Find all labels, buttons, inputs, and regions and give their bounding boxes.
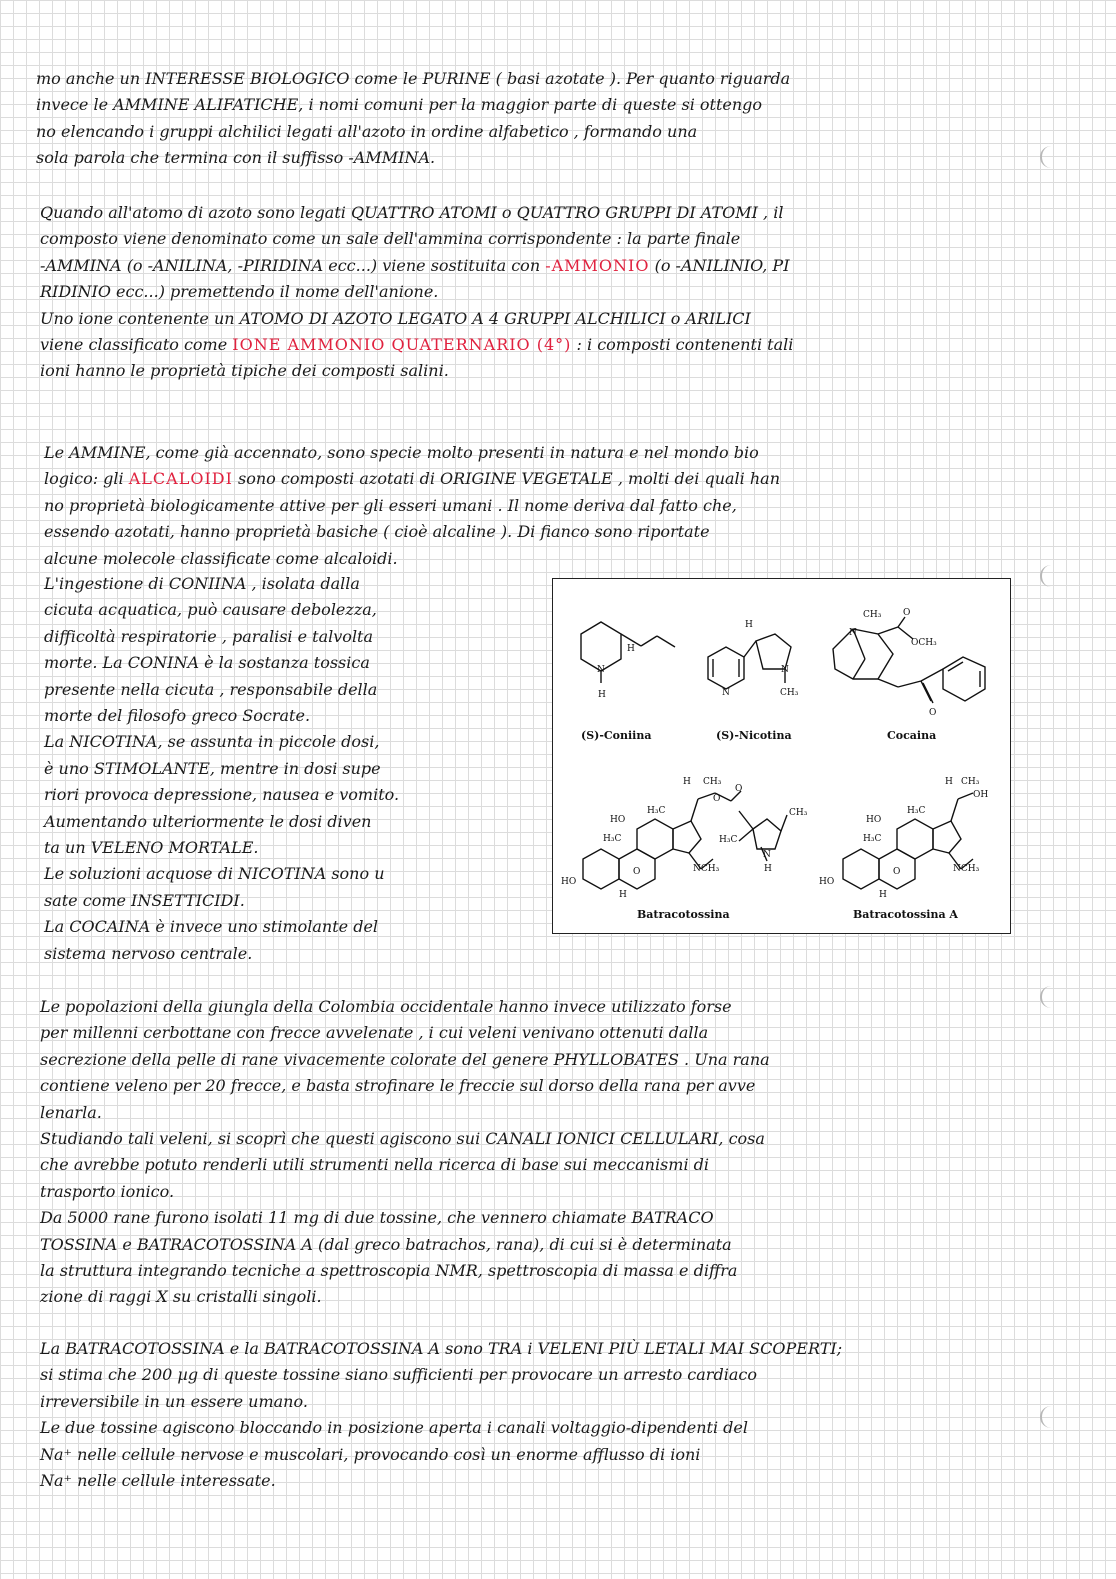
text-segment: L'ingestione di CONIINA , isolata dalla: [44, 574, 360, 593]
text-segment: secrezione della pelle di rane vivacemente colorate del genere PHYLLOBATES . Una rana: [40, 1049, 770, 1069]
text-segment: è uno STIMOLANTE, mentre in dosi supe: [44, 758, 381, 778]
text-line: [40, 1415, 842, 1441]
text-line: [44, 677, 399, 703]
text-segment: cicuta acquatica, può causare debolezza,: [44, 600, 377, 620]
coniine-stereo-h-label: H: [627, 644, 635, 654]
btxa-ho-label: HO: [819, 877, 835, 887]
text-line: [40, 1205, 770, 1231]
paragraph-amine-naming: [36, 66, 790, 172]
highlighted-term: -AMMONIO: [545, 255, 650, 275]
text-segment: -AMMINA (o -ANILINA, -PIRIDINA ecc...) viene sostituita con: [40, 255, 546, 275]
text-line: [44, 571, 399, 597]
text-segment: essendo azotati, hanno proprietà basiche ( cioè alcaline ). Di fianco sono riportate: [44, 522, 710, 542]
text-segment: sistema nervoso centrale.: [44, 943, 253, 963]
text-line: [40, 1232, 770, 1258]
caption-batracotossina: Batracotossina: [637, 908, 730, 921]
text-segment: morte del filosofo greco Socrate.: [44, 706, 311, 726]
paragraph-ammonium-salts: [40, 200, 793, 385]
text-segment: sola parola che termina con il suffisso -AMMINA.: [36, 148, 436, 168]
highlighted-term: ALCALOIDI: [128, 469, 233, 489]
cocaine-n-label: N: [849, 628, 857, 638]
text-segment: presente nella cicuta , responsabile della: [44, 679, 378, 699]
btxa-h-label: H: [879, 890, 887, 900]
text-line: [44, 809, 399, 835]
paragraph-batrachotoxin-lethality: [40, 1336, 842, 1494]
text-segment: Aumentando ulteriormente le dosi diven: [44, 811, 372, 831]
text-segment: trasporto ionico.: [40, 1181, 175, 1201]
binder-hole: [1040, 1406, 1058, 1428]
text-segment: contiene veleno per 20 frecce, e basta strofinare le freccie sul dorso della rana per avve: [40, 1076, 756, 1096]
text-segment: Studiando tali veleni, si scoprì che questi agiscono sui CANALI IONICI CELLULARI, cosa: [40, 1129, 765, 1149]
nicotine-structure: [708, 620, 799, 698]
btx-pyrrole-h-label: H: [764, 864, 772, 874]
paragraph-colombia-poisons: [40, 994, 770, 1311]
text-segment: La COCAINA è invece uno stimolante del: [44, 917, 379, 937]
text-segment: viene classificato come: [40, 335, 233, 355]
btx-h3c-pyrrole-label: H₃C: [719, 835, 738, 845]
batrachotoxin-structure: [561, 777, 808, 900]
text-line: [36, 119, 790, 145]
text-line: [44, 624, 399, 650]
text-line: [40, 358, 793, 384]
text-segment: Quando all'atomo di azoto sono legati QUATTRO ATOMI o QUATTRO GRUPPI DI ATOMI , il: [40, 203, 784, 222]
text-segment: Na⁺ nelle cellule interessate.: [40, 1471, 276, 1491]
text-segment: La BATRACOTOSSINA e la BATRACOTOSSINA A sono TRA i VELENI PIÙ LETALI MAI SCOPERTI;: [40, 1339, 843, 1358]
text-line: [40, 1336, 842, 1362]
text-line: [40, 1389, 842, 1415]
text-line: [40, 1362, 842, 1388]
coniine-n-label: N: [597, 665, 605, 675]
btxa-oh-label: OH: [973, 790, 989, 800]
cocaine-och3-label: OCH₃: [911, 638, 937, 648]
text-line: [44, 519, 780, 545]
text-line: [40, 1126, 770, 1152]
text-segment: alcune molecole classificate come alcaloidi.: [44, 548, 398, 568]
btx-h-upper-label: H: [683, 777, 691, 787]
btxa-o-label: O: [893, 867, 901, 877]
caption-nicotina: (S)-Nicotina: [716, 729, 792, 742]
text-line: [44, 756, 399, 782]
text-line: [40, 226, 793, 252]
btx-h3c-upper-label: H₃C: [647, 806, 666, 816]
text-line: [40, 1073, 770, 1099]
btx-pyrrole-ch3-label: CH₃: [789, 808, 808, 818]
text-line: [44, 650, 399, 676]
text-line: [44, 782, 399, 808]
btxa-ho-upper-label: HO: [866, 815, 882, 825]
text-segment: mo anche un INTERESSE BIOLOGICO come le PURINE ( basi azotate ). Per quanto riguarda: [36, 69, 791, 88]
text-segment: sate come INSETTICIDI.: [44, 890, 245, 910]
cocaine-carbonyl-o-label: O: [929, 708, 937, 718]
text-line: [44, 729, 399, 755]
text-segment: morte. La CONINA è la sostanza tossica: [44, 653, 370, 673]
text-line: [44, 914, 399, 940]
nicotine-h-label: H: [745, 620, 753, 630]
text-segment: : i composti contenenti tali: [571, 335, 794, 355]
text-line: [40, 332, 793, 358]
text-line: [36, 66, 790, 92]
text-segment: RIDINIO ecc...) premettendo il nome dell'anione.: [40, 282, 439, 302]
text-segment: Le AMMINE, come già accennato, sono specie molto presenti in natura e nel mondo bio: [44, 443, 759, 462]
btxa-h3c-upper-label: H₃C: [907, 806, 926, 816]
text-line: [40, 1284, 770, 1310]
text-segment: ta un VELENO MORTALE.: [44, 838, 259, 858]
btx-ester-o-label: O: [713, 794, 721, 804]
text-segment: Uno ione contenente un ATOMO DI AZOTO LEGATO A 4 GRUPPI ALCHILICI o ARILICI: [40, 308, 751, 328]
alkaloid-structures-figure: [552, 578, 1011, 934]
text-line: [44, 835, 399, 861]
text-segment: Le popolazioni della giungla della Colombia occidentale hanno invece utilizzato forse: [40, 997, 732, 1016]
text-line: [40, 253, 793, 279]
text-line: [40, 1047, 770, 1073]
binder-hole: [1040, 986, 1058, 1008]
text-line: [44, 493, 780, 519]
text-segment: per millenni cerbottane con frecce avvelenate , i cui veleni venivano ottenuti dalla: [40, 1023, 709, 1043]
text-line: [40, 200, 793, 226]
text-segment: no elencando i gruppi alchilici legati all'azoto in ordine alfabetico , formando una: [36, 121, 698, 141]
text-segment: Le soluzioni acquose di NICOTINA sono u: [44, 864, 385, 884]
cocaine-ch3-label: CH₃: [863, 610, 882, 620]
btx-carbonyl-o-label: O: [735, 784, 743, 794]
text-segment: no proprietà biologicamente attive per gli esseri umani . Il nome deriva dal fatto che,: [44, 495, 737, 515]
text-segment: logico: gli: [44, 469, 129, 489]
coniine-h-label: H: [598, 690, 606, 700]
text-segment: TOSSINA e BATRACOTOSSINA A (dal greco batrachos, rana), di cui si è determinata: [40, 1234, 732, 1254]
text-segment: che avrebbe potuto renderli utili strumenti nella ricerca di base sui meccanismi di: [40, 1155, 709, 1175]
text-line: [44, 941, 399, 967]
text-line: [44, 703, 399, 729]
text-line: [40, 1152, 770, 1178]
text-line: [44, 597, 399, 623]
text-line: [36, 145, 790, 171]
batrachotoxin-a-structure: [819, 777, 988, 900]
text-line: [40, 1179, 770, 1205]
cocaine-structure: [833, 608, 985, 718]
btx-h-label: H: [619, 890, 627, 900]
caption-coniina: (S)-Coniina: [581, 729, 652, 742]
text-line: [40, 1442, 842, 1468]
btxa-nch3-label: NCH₃: [953, 864, 980, 874]
text-line: [40, 994, 770, 1020]
text-segment: Da 5000 rane furono isolati 11 mg di due tossine, che vennero chiamate BATRACO: [40, 1208, 714, 1228]
nicotine-pyridine-n-label: N: [722, 688, 730, 698]
binder-hole: [1040, 565, 1058, 587]
btxa-ch3-label: CH₃: [961, 777, 980, 787]
text-segment: Na⁺ nelle cellule nervose e muscolari, provocando così un enorme afflusso di ioni: [40, 1444, 701, 1464]
text-segment: difficoltà respiratorie , paralisi e talvolta: [44, 626, 374, 646]
text-segment: ioni hanno le proprietà tipiche dei composti salini.: [40, 361, 449, 381]
text-segment: composto viene denominato come un sale dell'ammina corrispondente : la parte finale: [40, 229, 741, 249]
caption-cocaina: Cocaina: [887, 729, 937, 742]
text-segment: irreversibile in un essere umano.: [40, 1391, 308, 1411]
btx-ho-label: HO: [561, 877, 577, 887]
text-line: [40, 1468, 842, 1494]
btx-h3c-label: H₃C: [603, 834, 622, 844]
text-segment: (o -ANILINIO, PI: [649, 255, 790, 275]
btx-nch3-label: NCH₃: [693, 864, 720, 874]
text-line: [40, 306, 793, 332]
text-segment: invece le AMMINE ALIFATICHE, i nomi comuni per la maggior parte di queste si ottengo: [36, 95, 763, 115]
text-line: [40, 279, 793, 305]
cocaine-o-label: O: [903, 608, 911, 618]
text-line: [36, 92, 790, 118]
text-segment: lenarla.: [40, 1102, 102, 1122]
text-segment: zione di raggi X su cristalli singoli.: [40, 1287, 322, 1307]
btxa-h-upper-label: H: [945, 777, 953, 787]
text-line: [40, 1020, 770, 1046]
btx-ho-upper-label: HO: [610, 815, 626, 825]
text-line: [40, 1100, 770, 1126]
caption-batracotossina-a: Batracotossina A: [853, 908, 958, 921]
paragraph-alkaloid-effects: [44, 571, 399, 967]
btx-ch3-label: CH₃: [703, 777, 722, 787]
btx-pyrrole-n-label: N: [763, 850, 771, 860]
btx-o-label: O: [633, 867, 641, 877]
text-segment: riori provoca depressione, nausea e vomito.: [44, 785, 400, 805]
coniine-structure: [581, 622, 675, 700]
btxa-h3c-label: H₃C: [863, 834, 882, 844]
text-segment: si stima che 200 µg di queste tossine siano sufficienti per provocare un arresto cardiaco: [40, 1365, 757, 1385]
text-segment: La NICOTINA, se assunta in piccole dosi,: [44, 732, 380, 752]
text-line: [40, 1258, 770, 1284]
highlighted-term: IONE AMMONIO QUATERNARIO (4°): [232, 335, 572, 355]
nicotine-n-label: N: [781, 665, 789, 675]
text-line: [44, 440, 780, 466]
text-line: [44, 888, 399, 914]
text-line: [44, 546, 780, 572]
text-segment: sono composti azotati di ORIGINE VEGETALE , molti dei quali han: [232, 469, 781, 489]
text-line: [44, 861, 399, 887]
text-segment: Le due tossine agiscono bloccando in posizione aperta i canali voltaggio-dipendenti del: [40, 1418, 749, 1438]
text-segment: la struttura integrando tecniche a spettroscopia NMR, spettroscopia di massa e diffra: [40, 1261, 738, 1281]
binder-hole: [1040, 146, 1058, 168]
nicotine-ch3-label: CH₃: [780, 688, 799, 698]
paragraph-alkaloids-intro: [44, 440, 780, 572]
text-line: [44, 466, 780, 492]
